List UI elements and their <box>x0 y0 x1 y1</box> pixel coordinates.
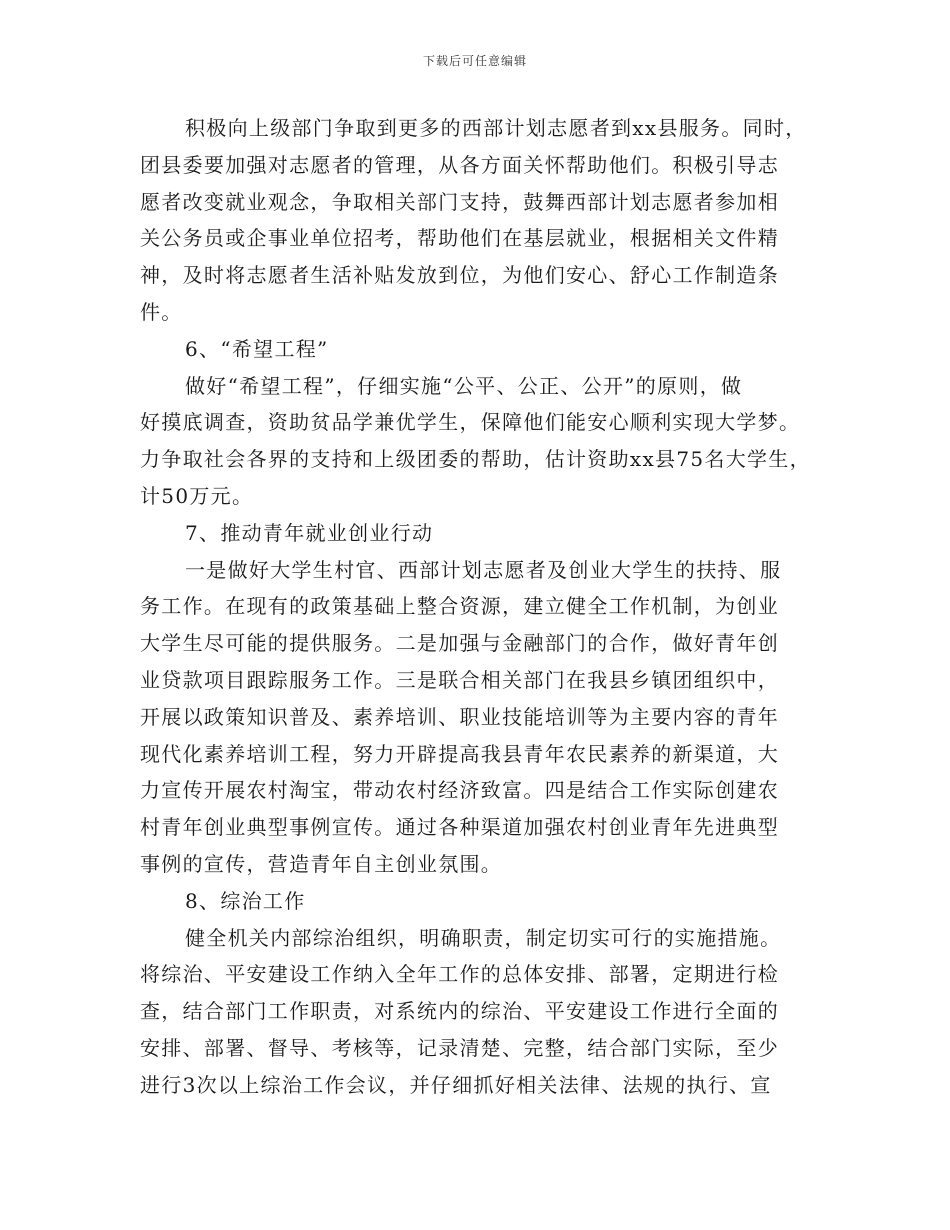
text-line: 开展以政策知识普及、素养培训、职业技能培训等为主要内容的青年 <box>140 704 779 729</box>
text-line: 做好“希望工程”，仔细实施“公平、公正、公开”的原则，做 <box>185 373 743 398</box>
text-line: 安排、部署、督导、考核等，记录清楚、完整，结合部门实际，至少 <box>140 1035 779 1060</box>
text-line: 大学生尽可能的提供服务。二是加强与金融部门的合作，做好青年创 <box>140 631 779 656</box>
text-line: 业贷款项目跟踪服务工作。三是联合相关部门在我县乡镇团组织中， <box>140 667 779 692</box>
page-header: 下载后可任意编辑 <box>422 54 527 68</box>
text-line: 积极向上级部门争取到更多的西部计划志愿者到xx县服务。同时， <box>185 116 807 140</box>
text-line: 健全机关内部综治组织，明确职责，制定切实可行的实施措施。 <box>185 925 782 950</box>
text-line: 查，结合部门工作职责，对系统内的综治、平安建设工作进行全面的 <box>140 999 779 1024</box>
text-line: 力争取社会各界的支持和上级团委的帮助，估计资助xx县75名大学生， <box>140 447 811 472</box>
text-line: 关公务员或企事业单位招考，帮助他们在基层就业，根据相关文件精 <box>140 226 779 251</box>
text-line: 团县委要加强对志愿者的管理，从各方面关怀帮助他们。积极引导志 <box>140 152 779 177</box>
text-line: 计50万元。 <box>140 483 254 508</box>
text-line: 力宣传开展农村淘宝，带动农村经济致富。四是结合工作实际创建农 <box>140 778 779 803</box>
text-line: 神，及时将志愿者生活补贴发放到位，为他们安心、舒心工作制造条 <box>140 263 779 288</box>
text-line: 愿者改变就业观念，争取相关部门支持，鼓舞西部计划志愿者参加相 <box>140 189 779 214</box>
text-line: 一是做好大学生村官、西部计划志愿者及创业大学生的扶持、服 <box>185 557 782 582</box>
text-line: 件。 <box>140 299 183 324</box>
text-line: 现代化素养培训工程，努力开辟提高我县青年农民素养的新渠道，大 <box>140 741 779 766</box>
text-line: 6、“希望工程” <box>185 336 329 361</box>
text-line: 事例的宣传，营造青年自主创业氛围。 <box>140 851 503 876</box>
text-line: 好摸底调查，资助贫品学兼优学生，保障他们能安心顺利实现大学梦。 <box>140 410 801 435</box>
text-line: 村青年创业典型事例宣传。通过各种渠道加强农村创业青年先进典型 <box>140 815 779 840</box>
text-line: 进行3次以上综治工作会议，并仔细抓好相关法律、法规的执行、宣 <box>140 1072 772 1097</box>
text-line: 8、综治工作 <box>185 888 306 913</box>
text-line: 务工作。在现有的政策基础上整合资源，建立健全工作机制，为创业 <box>140 594 779 619</box>
text-line: 7、推动青年就业创业行动 <box>185 520 434 545</box>
document-body <box>140 110 820 1104</box>
text-line: 将综治、平安建设工作纳入全年工作的总体安排、部署，定期进行检 <box>140 962 779 987</box>
